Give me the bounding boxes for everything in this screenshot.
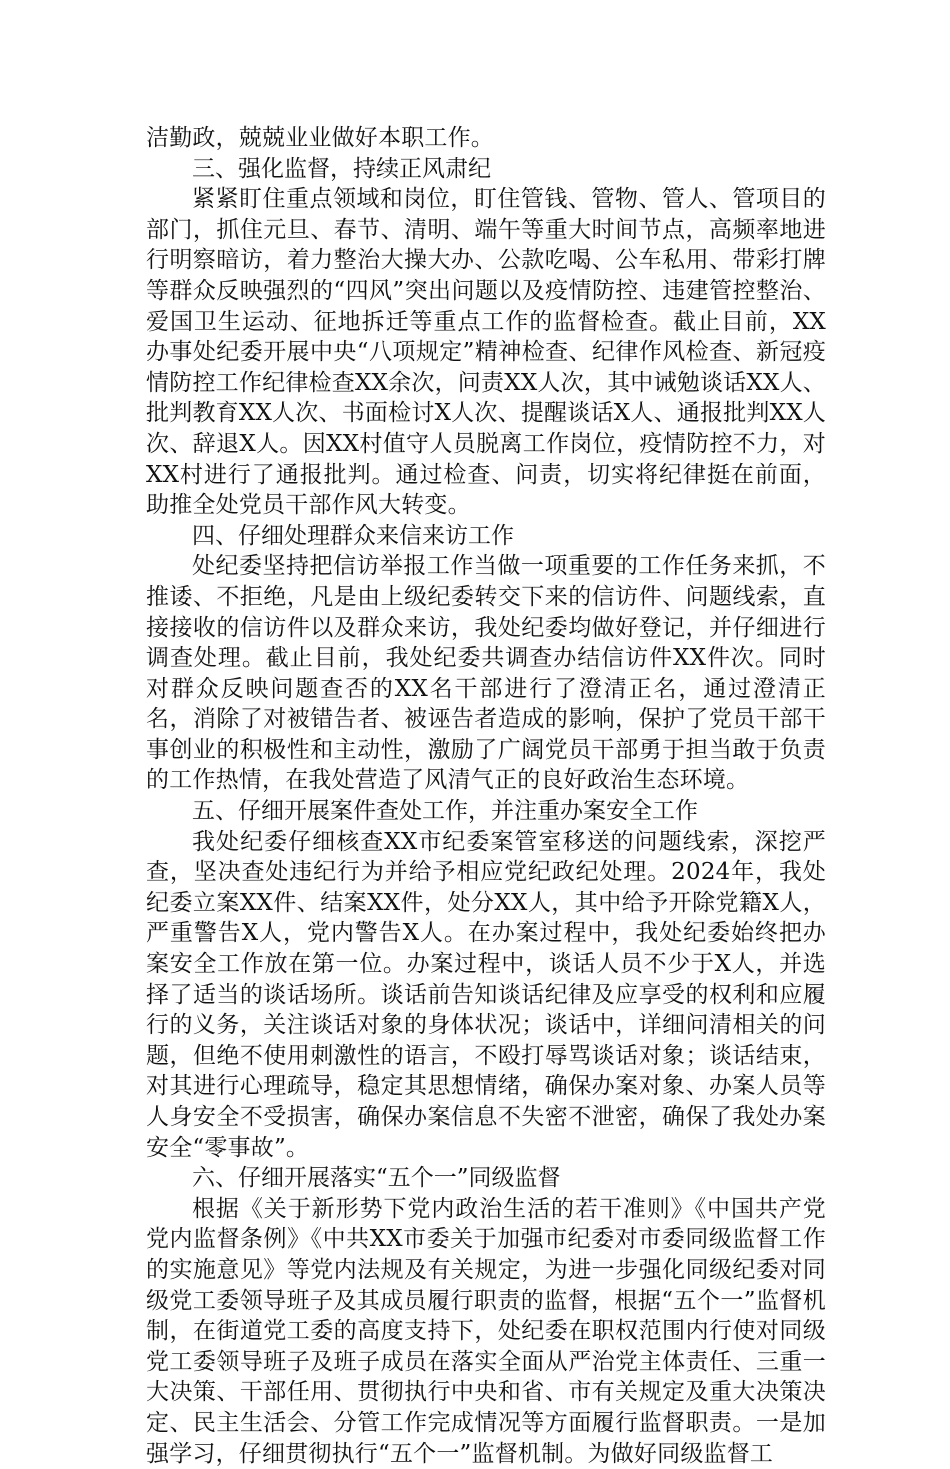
section-heading-5: 五、仔细开展案件查处工作，并注重办案安全工作 bbox=[192, 798, 698, 825]
paragraph-continued: 洁勤政，兢兢业业做好本职工作。 bbox=[146, 125, 494, 151]
document-page bbox=[146, 123, 826, 1469]
body-paragraph: 处纪委坚持把信访举报工作当做一项重要的工作任务来抓，不推诿、不拒绝，凡是由上级纪委转交下来的信访件、问题线索，直接接收的信访件以及群众来访，我处纪委均做好登记，并仔细进行调查处理。截止目前，我处纪委共调查办结信访件XX件次。同时对群众反映问题查否的XX名干部进行了澄清正名，通过澄清正名，消除了对被错告者、被诬告者造成的影响，保护了党员干部干事创业的积极性和主动性，激励了广阔党员干部勇于担当敢于负责的工作热情，在我处营造了风清气正的良好政治生态环境。 bbox=[146, 553, 826, 794]
body-paragraph: 我处纪委仔细核查XX市纪委案管室移送的问题线索，深挖严查，坚决查处违纪行为并给予相应党纪政纪处理。2024年，我处纪委立案XX件、结案XX件，处分XX人，其中给予开除党籍X人，严重警告X人，党内警告X人。在办案过程中，我处纪委始终把办案安全工作放在第一位。办案过程中，谈话人员不少于X人，并选择了适当的谈话场所。谈话前告知谈话纪律及应享受的权利和应履行的义务，关注谈话对象的身体状况；谈话中，详细问清相关的问题，但绝不使用刺激性的语言，不殴打辱骂谈话对象；谈话结束，对其进行心理疏导，稳定其思想情绪，确保办案对象、办案人员等人身安全不受损害，确保办案信息不失密不泄密，确保了我处办案安全“零事故”。 bbox=[146, 828, 826, 1161]
section-heading-6: 六、仔细开展落实“五个一”同级监督 bbox=[192, 1165, 561, 1192]
section-heading-4: 四、仔细处理群众来信来访工作 bbox=[192, 522, 514, 549]
body-paragraph: 根据《关于新形势下党内政治生活的若干准则》《中国共产党党内监督条例》《中共XX市委关于加强市纪委对市委同级监督工作的实施意见》等党内法规及有关规定，为进一步强化同级纪委对同级党工委领导班子及其成员履行职责的监督，根据“五个一”监督机制，在街道党工委的高度支持下，处纪委在职权范围内行使对同级党工委领导班子及班子成员在落实全面从严治党主体责任、三重一大决策、干部任用、贯彻执行中央和省、市有关规定及重大决策决定、民主生活会、分管工作完成情况等方面履行监督职责。一是加强学习，仔细贯彻执行“五个一”监督机制。为做好同级监督工 bbox=[146, 1195, 826, 1467]
section-heading-3: 三、强化监督，持续正风肃纪 bbox=[192, 155, 491, 182]
body-paragraph: 紧紧盯住重点领域和岗位，盯住管钱、管物、管人、管项目的部门，抓住元旦、春节、清明、端午等重大时间节点，高频率地进行明察暗访，着力整治大操大办、公款吃喝、公车私用、带彩打牌等群众反映强烈的“四风”突出问题以及疫情防控、违建管控整治、爱国卫生运动、征地拆迁等重点工作的监督检查。截止目前，XX办事处纪委开展中央“八项规定”精神检查、纪律作风检查、新冠疫情防控工作纪律检查XX余次，问责XX人次，其中诫勉谈话XX人、批判教育XX人次、书面检讨X人次、提醒谈话X人、通报批判XX人次、辞退X人。因XX村值守人员脱离工作岗位，疫情防控不力，对XX村进行了通报批判。通过检查、问责，切实将纪律挺在前面，助推全处党员干部作风大转变。 bbox=[146, 186, 826, 519]
